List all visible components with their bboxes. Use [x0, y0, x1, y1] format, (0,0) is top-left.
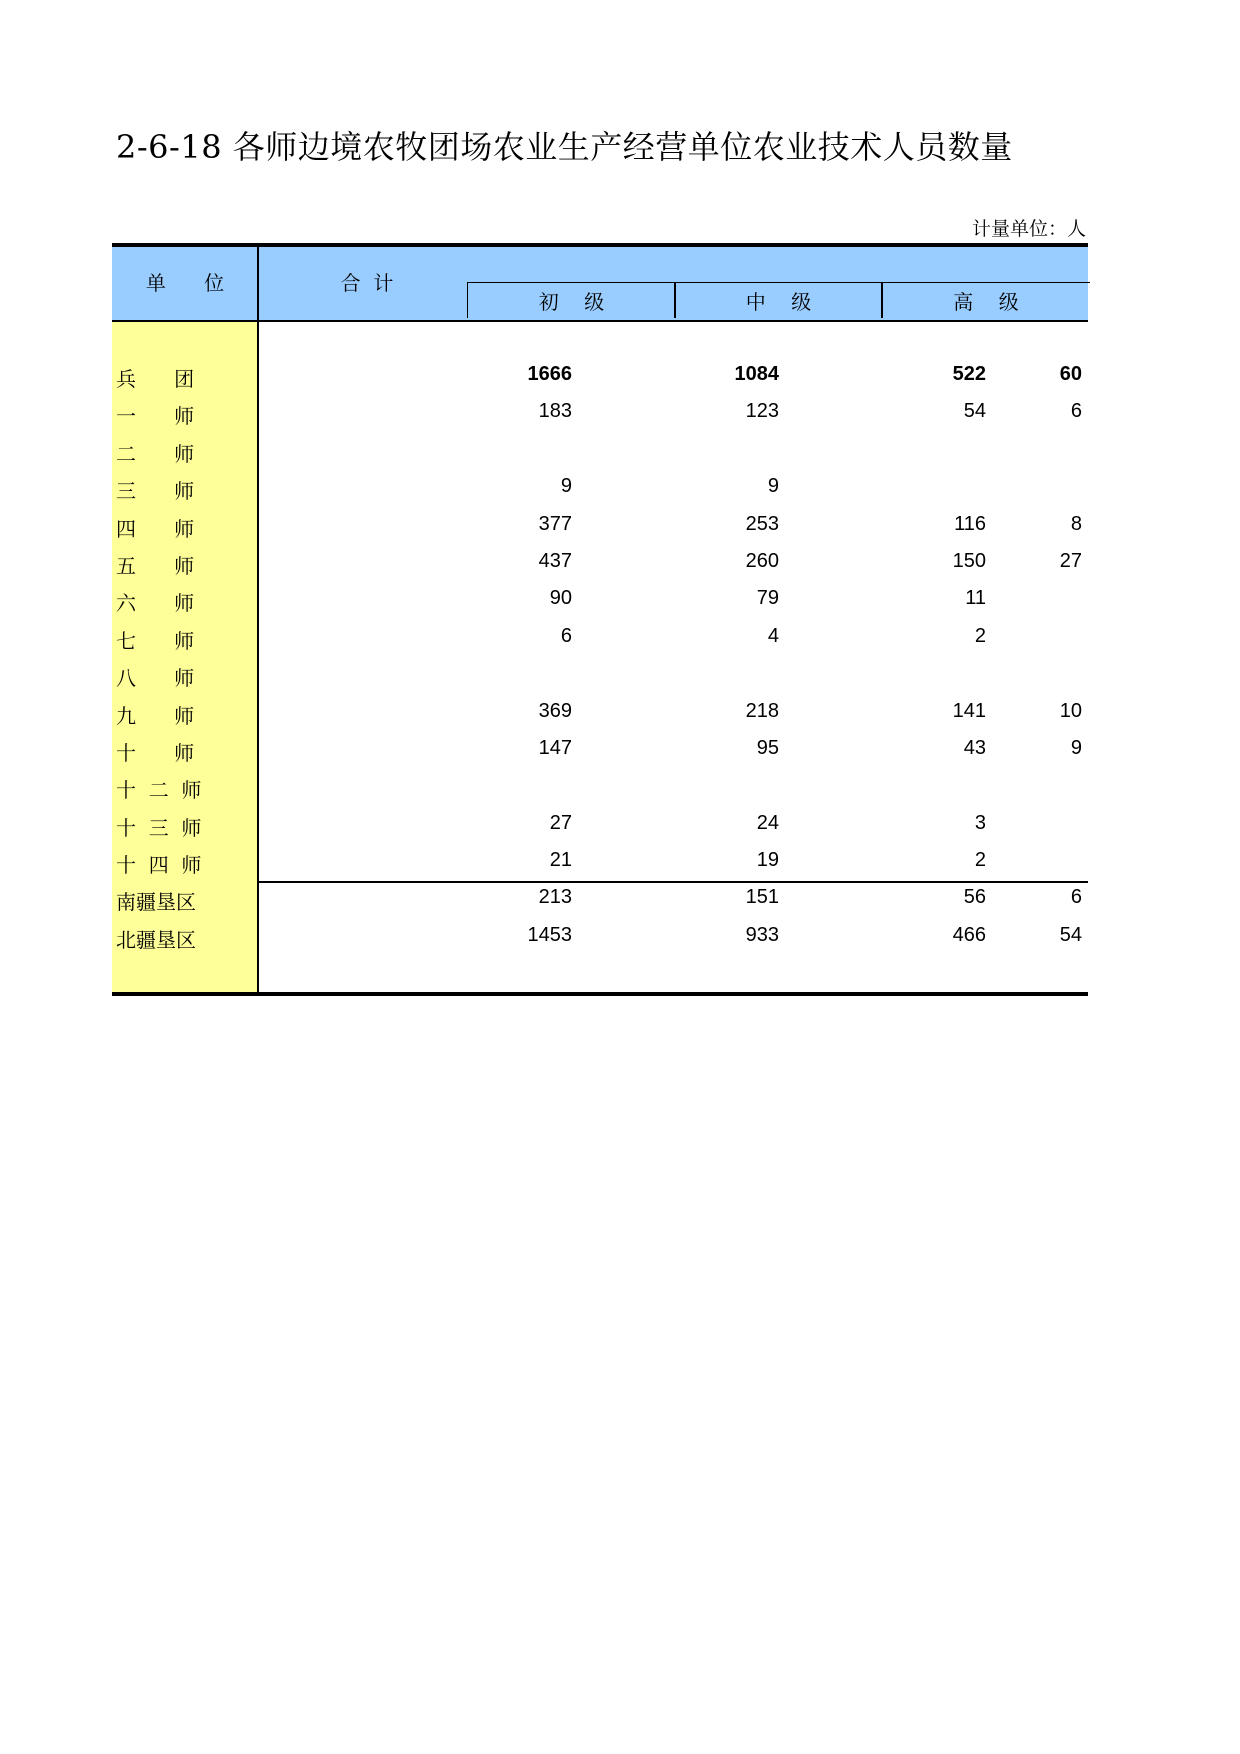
cell-total: 1453	[527, 923, 572, 946]
row-label: 八 师	[116, 666, 195, 691]
cell-junior: 24	[756, 811, 779, 834]
cell-junior: 9	[767, 475, 779, 498]
table-row	[112, 919, 1088, 956]
cell-total: 183	[538, 400, 572, 423]
cell-total: 6	[560, 624, 572, 647]
header-junior: 初 级	[538, 290, 605, 314]
row-label: 北疆垦区	[116, 927, 196, 952]
table-row	[112, 545, 1088, 582]
cell-junior: 4	[767, 624, 779, 647]
cell-total: 437	[538, 549, 572, 572]
table-row	[112, 844, 1088, 881]
header-junior-cell	[467, 282, 676, 318]
cell-total: 213	[538, 886, 572, 909]
cell-senior: 9	[1070, 736, 1082, 759]
row-label: 二 师	[116, 441, 195, 466]
cell-total: 90	[549, 587, 572, 610]
row-label: 十 二 师	[116, 778, 202, 803]
cell-senior: 10	[1059, 699, 1082, 722]
row-label: 五 师	[116, 553, 195, 578]
table-row	[112, 769, 1088, 806]
cell-junior: 151	[745, 886, 779, 909]
cell-junior: 218	[745, 699, 779, 722]
row-label: 九 师	[116, 703, 195, 728]
row-label: 一 师	[116, 404, 195, 429]
cell-middle: 466	[952, 923, 986, 946]
table-row	[112, 508, 1088, 545]
row-label: 三 师	[116, 479, 195, 504]
table-row	[112, 620, 1088, 657]
cell-total: 377	[538, 512, 572, 535]
cell-junior: 933	[745, 923, 779, 946]
row-label: 南疆垦区	[116, 890, 196, 915]
cell-middle: 2	[974, 849, 986, 872]
row-label: 十 三 师	[116, 815, 202, 840]
header-middle: 中 级	[745, 290, 812, 314]
header-total: 合 计	[340, 271, 394, 295]
header-middle-cell	[674, 282, 883, 318]
cell-senior: 54	[1059, 923, 1082, 946]
table-row	[112, 582, 1088, 619]
header-senior-cell	[881, 282, 1090, 318]
row-label: 兵 团	[116, 367, 195, 391]
cell-junior: 1084	[734, 363, 779, 385]
cell-junior: 95	[756, 736, 779, 759]
cell-total: 1666	[527, 363, 572, 385]
cell-middle: 522	[952, 363, 986, 385]
cell-middle: 150	[952, 549, 986, 572]
table-body	[112, 358, 1088, 956]
data-table	[112, 243, 1088, 996]
page-title: 2-6-18 各师边境农牧团场农业生产经营单位农业技术人员数量	[116, 128, 1013, 166]
cell-middle: 56	[963, 886, 986, 909]
row-label: 十 四 师	[116, 853, 202, 878]
cell-junior: 260	[745, 549, 779, 572]
cell-junior: 19	[756, 849, 779, 872]
table-row	[112, 358, 1088, 395]
cell-total: 9	[560, 475, 572, 498]
cell-senior: 8	[1070, 512, 1082, 535]
region-separator	[257, 881, 1088, 883]
cell-middle: 54	[963, 400, 986, 423]
cell-middle: 2	[974, 624, 986, 647]
cell-middle: 141	[952, 699, 986, 722]
cell-junior: 123	[745, 400, 779, 423]
row-label: 十 师	[116, 740, 195, 765]
cell-middle: 11	[965, 587, 986, 610]
table-row	[112, 657, 1088, 694]
cell-senior: 6	[1070, 886, 1082, 909]
header-unit: 单 位	[145, 271, 225, 295]
row-label: 六 师	[116, 591, 195, 616]
table-row	[112, 695, 1088, 732]
cell-senior: 60	[1059, 363, 1082, 385]
cell-junior: 79	[756, 587, 779, 610]
table-row	[112, 881, 1088, 918]
cell-senior: 27	[1059, 549, 1082, 572]
cell-total: 147	[538, 736, 572, 759]
cell-total: 369	[538, 699, 572, 722]
row-label: 四 师	[116, 516, 195, 541]
cell-middle: 43	[963, 736, 986, 759]
cell-middle: 116	[954, 512, 986, 535]
table-row	[112, 807, 1088, 844]
cell-senior: 6	[1070, 400, 1082, 423]
cell-total: 21	[549, 849, 572, 872]
cell-junior: 253	[745, 512, 779, 535]
bottom-rule	[112, 992, 1088, 996]
cell-total: 27	[549, 811, 572, 834]
row-label: 七 师	[116, 628, 195, 653]
unit-label: 计量单位：人	[971, 218, 1086, 240]
table-row	[112, 395, 1088, 432]
table-row	[112, 470, 1088, 507]
table-row	[112, 732, 1088, 769]
cell-middle: 3	[974, 811, 986, 834]
header-senior: 高 级	[953, 290, 1019, 314]
table-row	[112, 433, 1088, 470]
